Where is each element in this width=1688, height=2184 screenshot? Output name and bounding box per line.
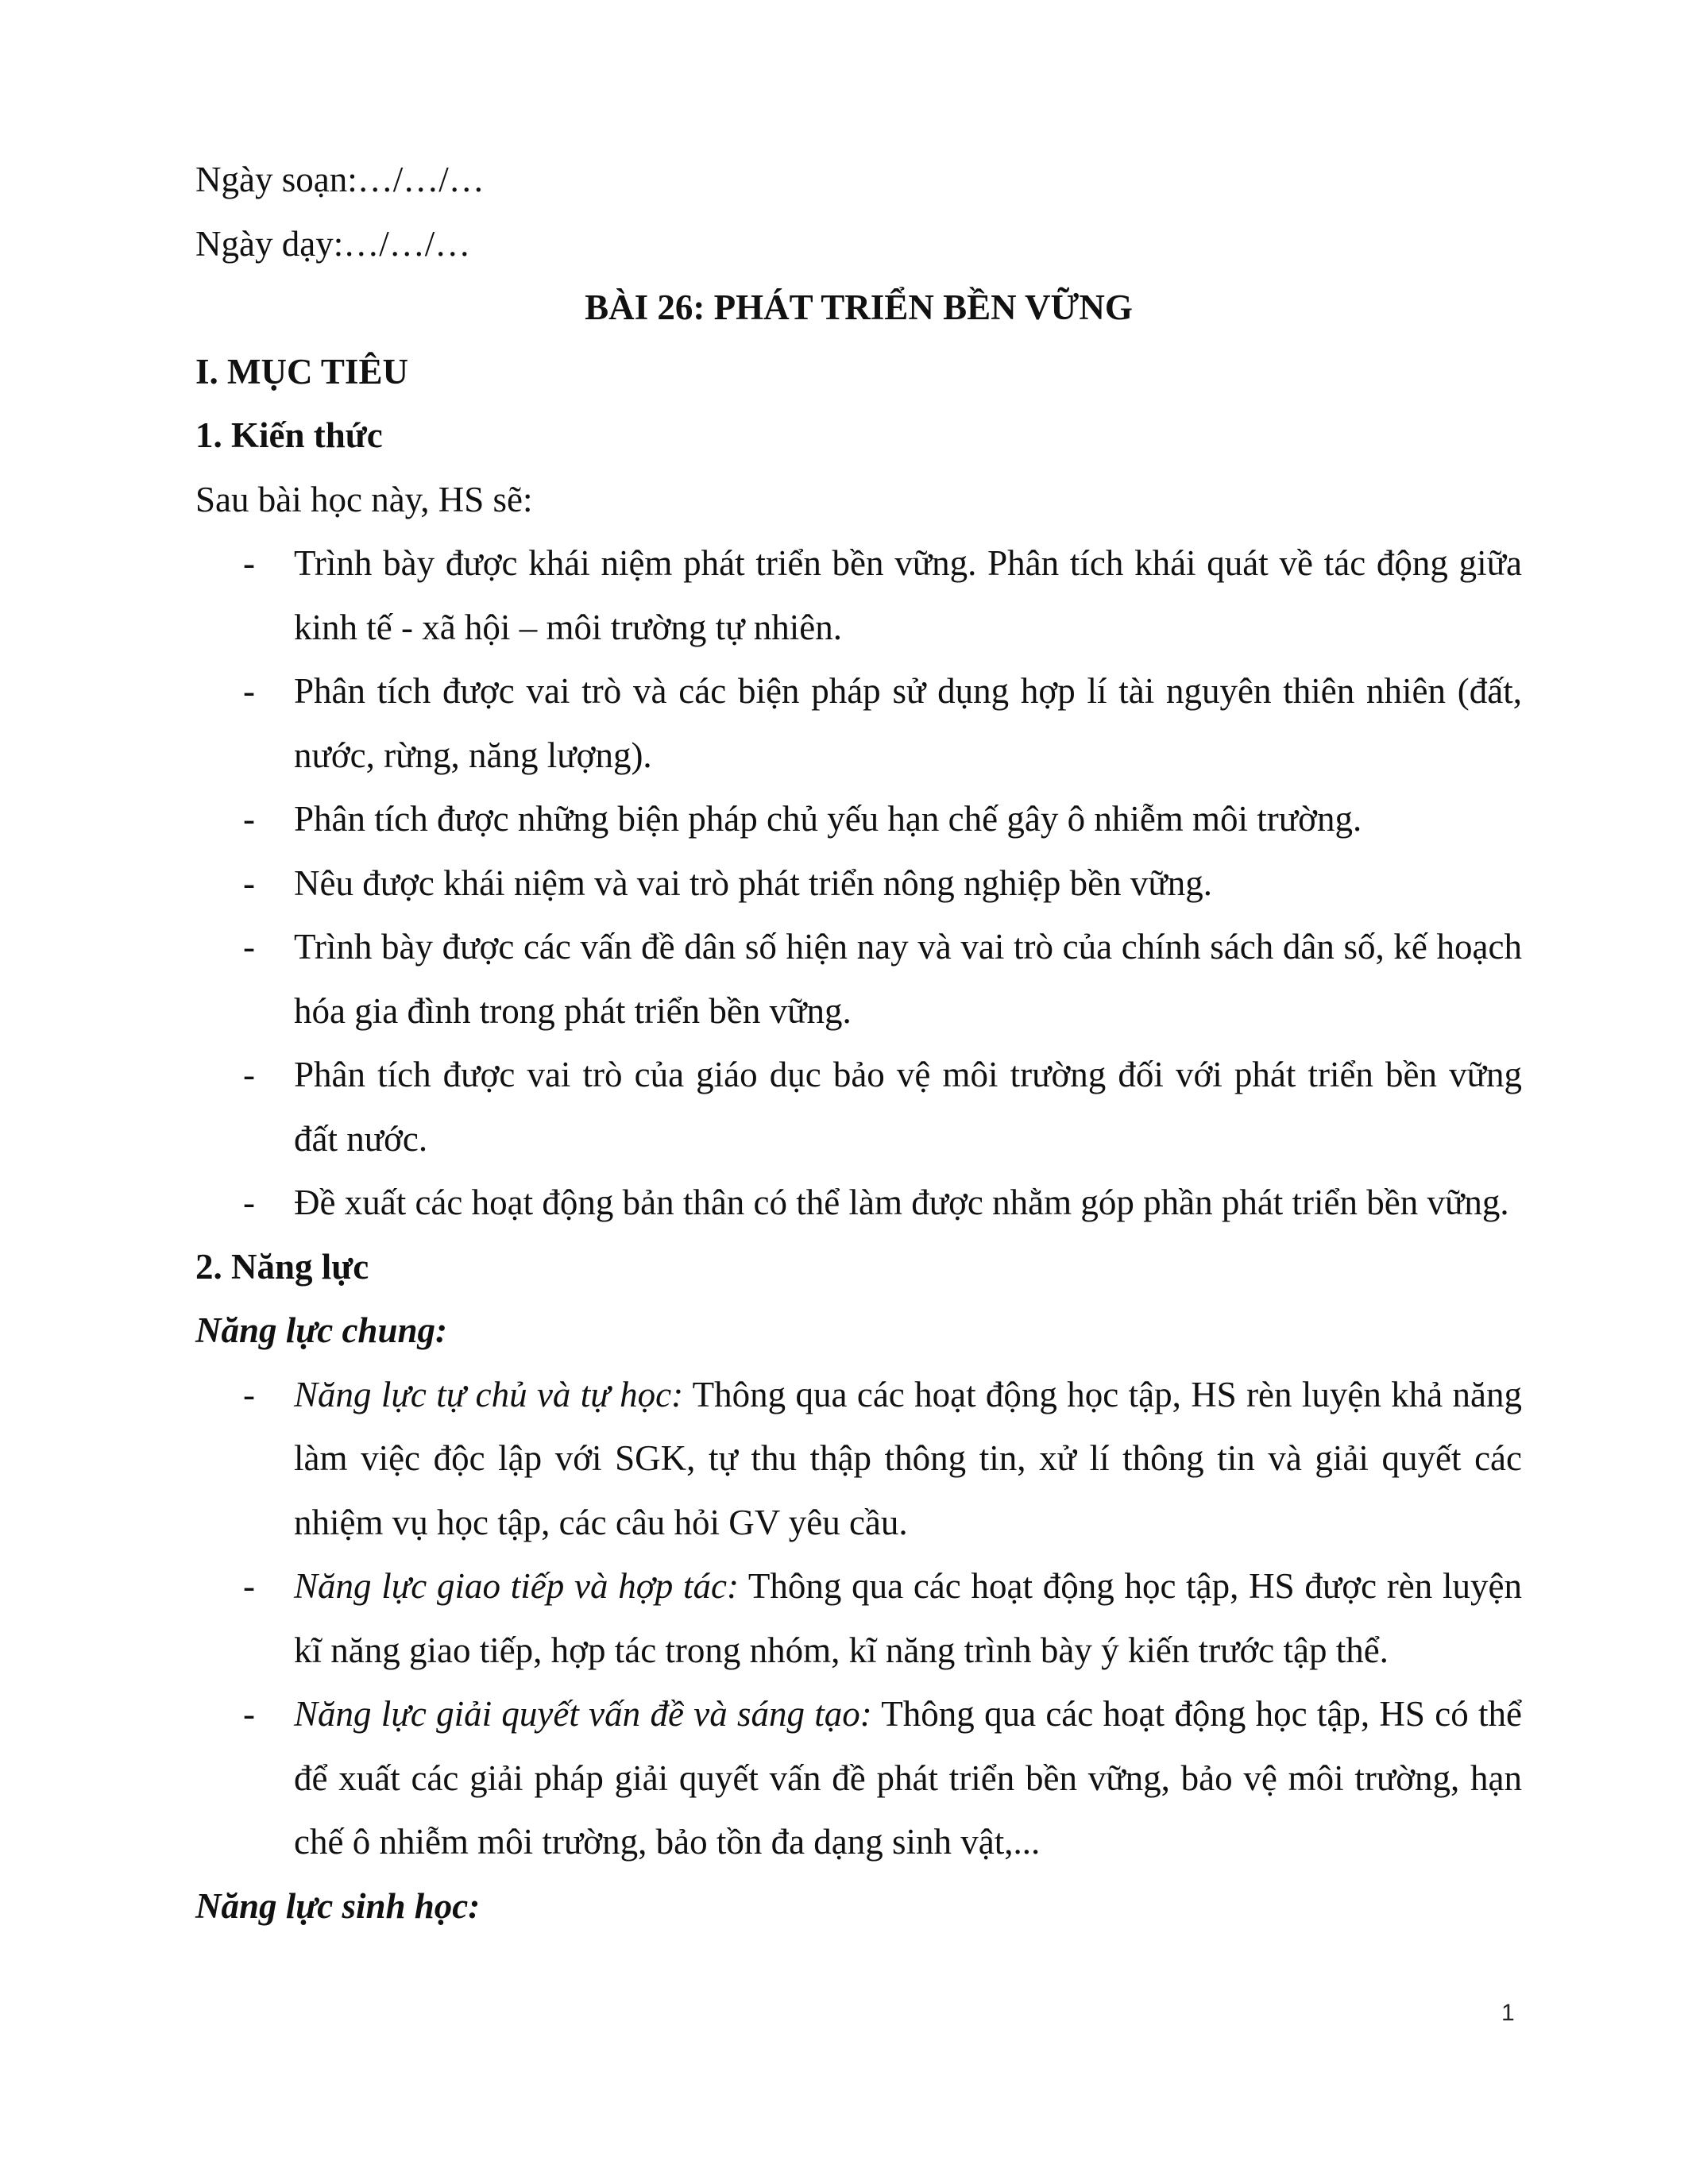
competence-label: Năng lực tự chủ và tự học: [294,1374,684,1414]
teach-date: Ngày dạy:…/…/… [195,223,471,264]
list-item [195,787,1522,851]
subsection-heading-competence: 2. Năng lực [195,1246,369,1287]
list-item-text: Trình bày được khái niệm phát triển bền vững. Phân tích khái quát về tác động giữa kinh tế - xã hội – môi trường tự nhiên. [294,543,1522,647]
list-item [195,1171,1522,1235]
list-item [195,915,1522,1043]
competence-text: Thông qua các hoạt động học tập, HS có thể để xuất các giải pháp giải quyết vấn đề phát triển bền vững, bảo vệ môi trường, hạn chế ô nhiễm môi trường, bảo tồn đa dạng sinh vật,... [294,1694,1522,1862]
bullet-dash: - [243,1694,255,1734]
bullet-dash: - [243,1374,255,1414]
list-item [195,851,1522,916]
general-competence-list [195,1363,1522,1874]
list-item [195,1043,1522,1171]
competence-text: Thông qua các hoạt động học tập, HS được rèn luyện kĩ năng giao tiếp, hợp tác trong nhóm, kĩ năng trình bày ý kiến trước tập thể. [294,1566,1522,1670]
list-item [195,1363,1522,1555]
prep-date: Ngày soạn:…/…/… [195,160,485,199]
general-competence-heading: Năng lực chung: [195,1310,447,1350]
competence-label: Năng lực giao tiếp và hợp tác: [294,1566,739,1606]
subsection-heading-knowledge: 1. Kiến thức [195,415,383,455]
list-item-text: Trình bày được các vấn đề dân số hiện nay và vai trò của chính sách dân số, kế hoạch hóa gia đình trong phát triển bền vững. [294,927,1522,1031]
knowledge-list [195,531,1522,1235]
list-item-text: Phân tích được vai trò và các biện pháp sử dụng hợp lí tài nguyên thiên nhiên (đất, nước, rừng, năng lượng). [294,671,1522,775]
list-item-text: Đề xuất các hoạt động bản thân có thể làm được nhằm góp phần phát triển bền vững. [294,1183,1509,1222]
competence-label: Năng lực giải quyết vấn đề và sáng tạo: [294,1694,872,1734]
bullet-dash: - [243,1183,255,1222]
list-item [195,659,1522,787]
bullet-dash: - [243,1566,255,1606]
page-number: 1 [1501,2000,1515,2026]
bullet-dash: - [243,927,255,967]
section-heading-objectives: I. MỤC TIÊU [195,351,408,392]
competence-text: Thông qua các hoạt động học tập, HS rèn luyện khả năng làm việc độc lập với SGK, tự thu thập thông tin, xử lí thông tin và giải quyết các nhiệm vụ học tập, các câu hỏi GV yêu cầu. [294,1374,1522,1542]
bullet-dash: - [243,1055,255,1094]
list-item-text: Phân tích được những biện pháp chủ yếu hạn chế gây ô nhiễm môi trường. [294,799,1362,839]
biology-competence-heading: Năng lực sinh học: [195,1885,481,1926]
list-item [195,531,1522,659]
page-content [195,148,1522,1938]
bullet-dash: - [243,671,255,711]
list-item [195,1682,1522,1874]
bullet-dash: - [243,543,255,583]
list-item [195,1554,1522,1682]
lesson-title: BÀI 26: PHÁT TRIỂN BỀN VỮNG [585,287,1133,327]
bullet-dash: - [243,799,255,839]
bullet-dash: - [243,862,255,903]
list-item-text: Phân tích được vai trò của giáo dục bảo vệ môi trường đối với phát triển bền vững đất nước. [294,1055,1522,1159]
knowledge-intro: Sau bài học này, HS sẽ: [195,479,533,519]
list-item-text: Nêu được khái niệm và vai trò phát triển nông nghiệp bền vững. [294,862,1213,903]
